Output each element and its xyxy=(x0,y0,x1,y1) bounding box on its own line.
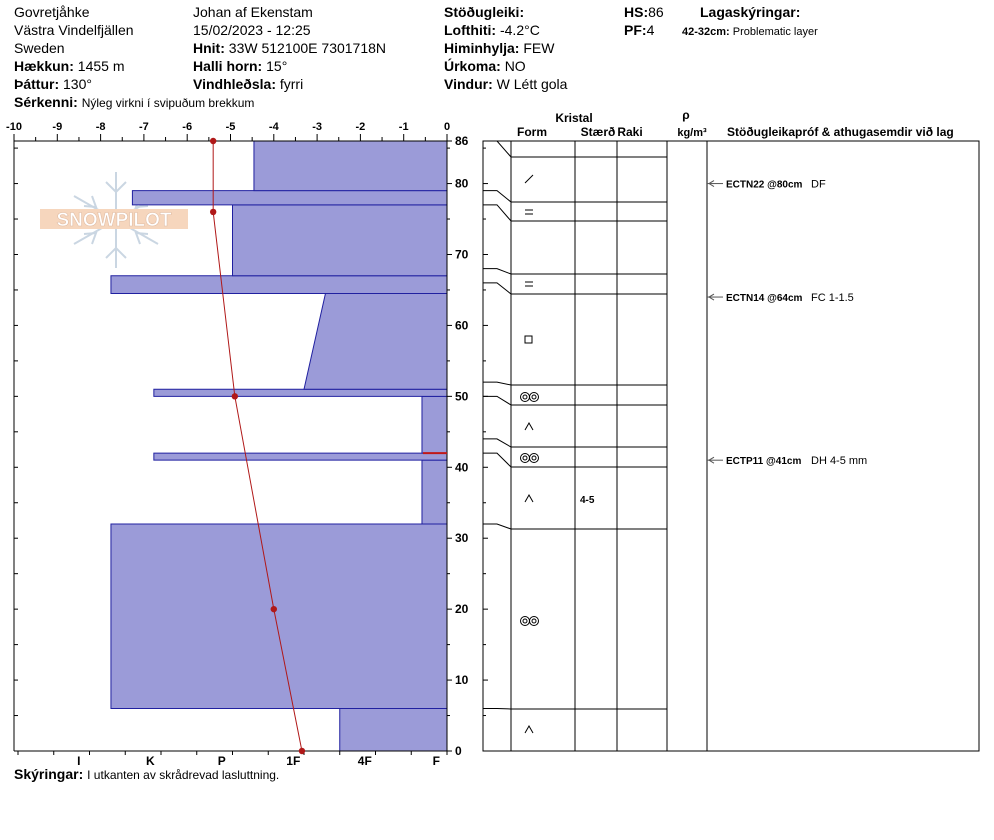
features-label: Sérkenni: xyxy=(14,94,78,110)
grain-rounded-icon xyxy=(530,454,539,463)
depth-tick-label: 20 xyxy=(455,602,469,617)
aspect-value: 130° xyxy=(63,76,92,92)
location-name: Govretjåhke xyxy=(14,4,90,20)
temp-tick-label: -3 xyxy=(312,121,322,133)
grain-caret-icon xyxy=(525,495,533,502)
temperature-point xyxy=(299,748,305,754)
hardness-layer xyxy=(304,294,447,390)
hardness-layer xyxy=(154,453,447,460)
stability-tests xyxy=(707,179,867,468)
precip-label: Úrkoma: xyxy=(444,58,501,74)
test-label: ECTN22 @80cm xyxy=(726,179,803,191)
hardness-layer xyxy=(340,708,447,751)
grain-slash-icon xyxy=(525,175,533,183)
grain-rounded-icon xyxy=(523,619,527,623)
air-temp-value: -4.2°C xyxy=(499,22,540,38)
temp-tick-label: 0 xyxy=(443,121,451,133)
test-label: ECTP11 @41cm xyxy=(726,456,802,468)
grain-size: 4-5 xyxy=(580,495,595,506)
grain-square-icon xyxy=(525,336,532,343)
hs-value: 86 xyxy=(648,4,664,20)
snowpilot-logo xyxy=(40,172,188,268)
layer-boundary xyxy=(483,708,667,709)
temp-tick-label: -10 xyxy=(6,121,22,133)
grain-rounded-icon xyxy=(530,393,539,402)
elevation-label: Hækkun: xyxy=(14,58,74,74)
layer-note-range: 42-32cm: xyxy=(682,26,730,38)
temp-tick-label: -7 xyxy=(139,121,149,133)
grain-rounded-icon xyxy=(521,617,530,626)
hardness-tick-label: I xyxy=(77,754,81,768)
grain-rounded-icon xyxy=(523,456,527,460)
wind-loading-label: Vindhleðsla: xyxy=(193,76,276,92)
slope-value: 15° xyxy=(266,58,288,74)
sky-value: FEW xyxy=(523,40,555,56)
layer-note-text: Problematic layer xyxy=(732,26,818,38)
aspect-label: Þáttur: xyxy=(14,76,60,92)
moisture-header: Raki xyxy=(617,125,643,139)
tests-header: Stöðugleikapróf & athugasemdir við lag xyxy=(727,125,954,139)
temp-tick-label: -5 xyxy=(225,121,236,133)
temperature-point xyxy=(210,209,216,215)
slope-label: Halli horn: xyxy=(193,58,263,74)
form-header: Form xyxy=(517,125,547,139)
grain-rounded-icon xyxy=(521,393,530,402)
country-name: Sweden xyxy=(14,40,65,56)
grain-forms xyxy=(521,175,595,733)
depth-tick-label: 80 xyxy=(455,176,469,191)
temp-tick-label: -2 xyxy=(355,121,366,133)
depth-tick-label: 86 xyxy=(455,134,469,148)
depth-tick-label: 10 xyxy=(455,673,469,688)
coordinates-label: Hnit: xyxy=(193,40,225,56)
hardness-tick-label: F xyxy=(432,754,440,768)
layer-table-border xyxy=(483,141,979,751)
remarks-value: I utkanten av skrådrevad lasluttning. xyxy=(87,768,280,782)
test-comment: FC 1-1.5 xyxy=(811,292,854,305)
temp-tick-label: -1 xyxy=(398,121,409,133)
hardness-tick-label: K xyxy=(145,754,155,768)
hardness-tick-label: 1F xyxy=(286,754,301,768)
elevation-value: 1455 m xyxy=(77,58,125,74)
layer-table xyxy=(483,108,979,751)
temperature-axis xyxy=(6,121,450,141)
density-unit: kg/m³ xyxy=(677,127,707,139)
hardness-layer xyxy=(111,276,447,294)
grain-rounded-icon xyxy=(521,454,530,463)
precip-value: NO xyxy=(504,58,526,74)
features-value: Nýleg virkni í svipuðum brekkum xyxy=(81,96,255,110)
hardness-tick-label: 4F xyxy=(357,754,372,768)
wind-label: Vindur: xyxy=(444,76,493,92)
depth-tick-label: 40 xyxy=(455,460,469,475)
depth-tick-label: 70 xyxy=(455,247,469,262)
pf-label: PF: xyxy=(624,22,647,38)
grain-rounded-icon xyxy=(523,395,527,399)
grain-caret-icon xyxy=(525,423,533,430)
hardness-axis xyxy=(18,751,447,768)
grain-rounded-icon xyxy=(532,456,536,460)
hardness-layer xyxy=(422,460,447,524)
grain-rounded-icon xyxy=(532,619,536,623)
region-name: Västra Vindelfjällen xyxy=(14,22,134,38)
crystal-header: Kristal xyxy=(555,111,593,125)
remarks-label: Skýringar: xyxy=(14,766,84,782)
hardness-layer xyxy=(233,205,448,276)
temperature-point xyxy=(210,138,216,144)
hs-label: HS: xyxy=(624,4,649,20)
hardness-layer xyxy=(132,191,447,205)
pf-value: 4 xyxy=(646,22,655,38)
temp-tick-label: -9 xyxy=(52,121,63,133)
air-temp-label: Lofthiti: xyxy=(444,22,497,38)
hardness-layer xyxy=(154,389,447,396)
logo-text: SNOWPILOT xyxy=(56,210,172,231)
hardness-tick-label: P xyxy=(217,754,226,768)
hardness-layer xyxy=(111,524,447,708)
hardness-layer xyxy=(254,141,447,191)
observer-name: Johan af Ekenstam xyxy=(193,4,313,20)
temp-tick-label: -6 xyxy=(182,121,193,133)
observation-datetime: 15/02/2023 - 12:25 xyxy=(193,22,311,38)
coordinates-value: 33W 512100E 7301718N xyxy=(228,40,387,56)
test-label: ECTN14 @64cm xyxy=(726,293,803,305)
depth-tick-label: 50 xyxy=(455,389,469,404)
temperature-point xyxy=(271,606,277,612)
depth-tick-label: 0 xyxy=(455,744,462,758)
density-symbol: ρ xyxy=(682,108,690,122)
size-header: Stærð xyxy=(580,125,616,139)
test-comment: DF xyxy=(811,178,826,191)
test-comment: DH 4-5 mm xyxy=(811,455,868,468)
wind-value: W Létt gola xyxy=(496,76,568,92)
wind-loading-value: fyrri xyxy=(279,76,304,92)
layer-notes-label: Lagaskýringar: xyxy=(700,4,801,20)
temp-tick-label: -4 xyxy=(268,121,279,133)
temperature-point xyxy=(232,393,238,399)
sky-label: Himinhylja: xyxy=(444,40,520,56)
depth-tick-label: 60 xyxy=(455,318,469,333)
hardness-layer xyxy=(422,396,447,453)
grain-rounded-icon xyxy=(530,617,539,626)
stability-label: Stöðugleiki: xyxy=(444,4,525,20)
depth-tick-label: 30 xyxy=(455,531,469,546)
grain-rounded-icon xyxy=(532,395,536,399)
temp-tick-label: -8 xyxy=(95,121,106,133)
grain-caret-icon xyxy=(525,726,533,733)
hardness-layers xyxy=(111,141,447,751)
